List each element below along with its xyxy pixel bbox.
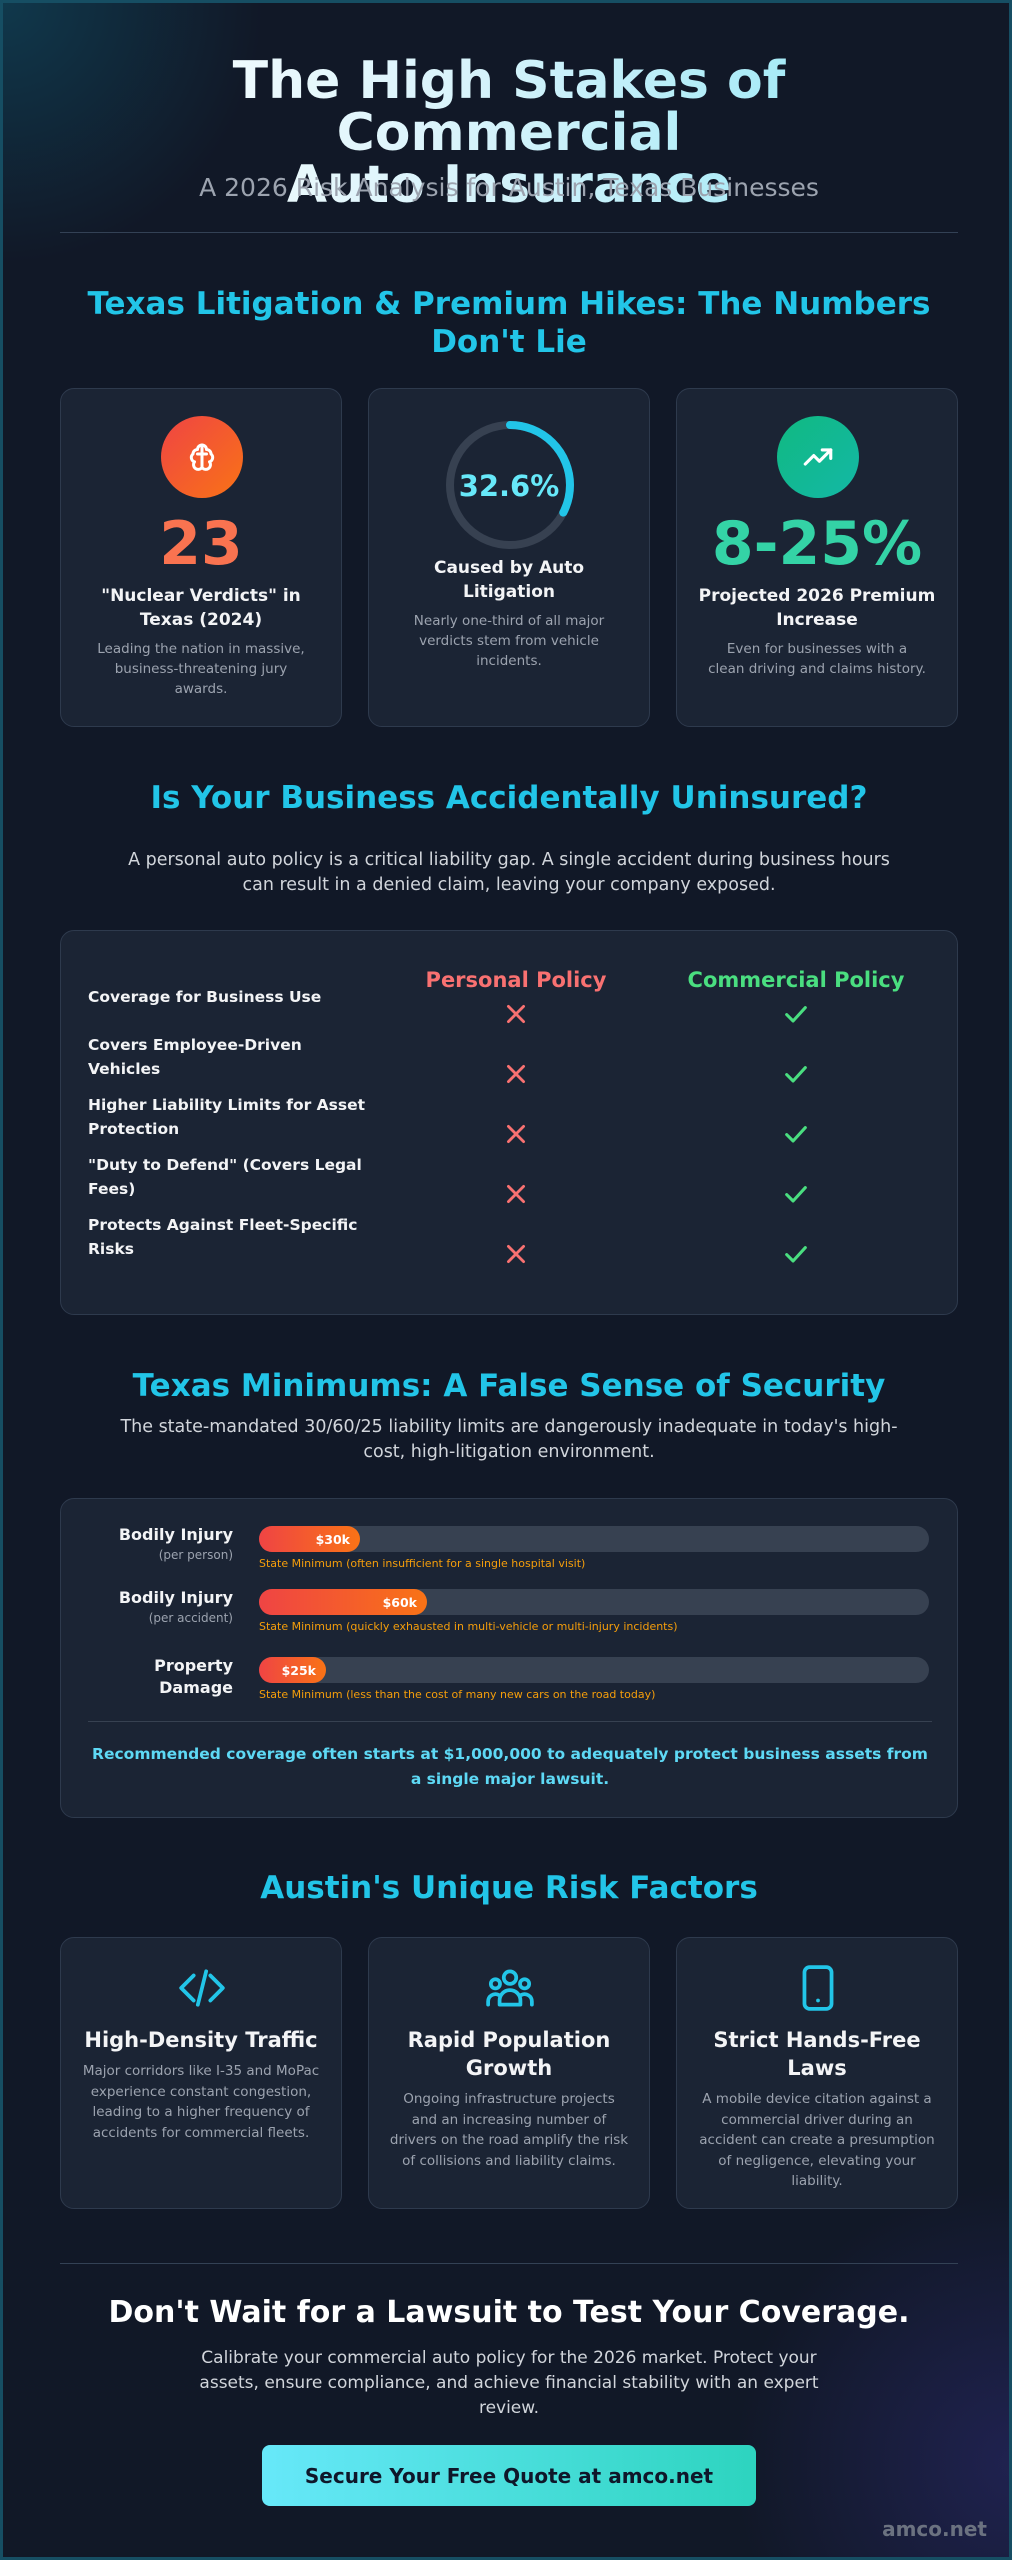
bar-label-text: Property Damage [154,1656,233,1697]
bar-fill [259,1589,427,1615]
bar-label [61,1655,233,1699]
people-group-icon [485,1963,535,2013]
bar-track [259,1526,929,1552]
risk-card-hands-free [676,1937,958,2209]
check-icon [776,1234,816,1274]
bar-fill [259,1526,360,1552]
risk-title: Strict Hands-Free Laws [713,2028,921,2080]
uninsured-section-title: Is Your Business Accidentally Uninsured? [150,780,868,816]
comparison-row-label: Higher Liability Limits for Asset Protection [88,1096,366,1138]
recommendation-text: Recommended coverage often starts at $1,000,000 to adequately protect business assets from a single major lawsuit. [92,1745,928,1788]
stat-description: Nearly one-third of all major verdicts stem from vehicle incidents. [413,613,605,669]
uninsured-section-lede: A personal auto policy is a critical liability gap. A single accident during business hours can result in a denied claim, leaving your company exposed. [128,850,890,895]
bar-fill [259,1657,326,1683]
policy-comparison-table [60,930,958,1315]
trending-up-icon [777,416,859,498]
stat-value: 23 [159,509,243,579]
risk-section-title: Austin's Unique Risk Factors [260,1870,758,1906]
brand-watermark: amco.net [882,2517,987,2541]
stat-description: Even for businesses with a clean driving and claims history. [708,641,926,677]
x-icon [496,1234,536,1274]
bar-value: $25k [281,1662,316,1678]
x-icon [496,1114,536,1154]
risk-title: Rapid Population Growth [407,2028,611,2080]
comparison-row-label: "Duty to Defend" (Covers Legal Fees) [88,1156,362,1198]
mobile-device-icon [793,1963,843,2013]
risk-description: Major corridors like I-35 and MoPac experience constant congestion, leading to a higher frequency of accidents for commercial fleets. [82,2063,320,2141]
stat-value: 32.6% [458,469,560,503]
code-icon [177,1963,227,2013]
stat-label: "Nuclear Verdicts" in Texas (2024) [101,586,301,630]
risk-description: Ongoing infrastructure projects and an increasing number of drivers on the road amplify the risk of collisions and liability claims. [389,2091,629,2169]
risk-description: A mobile device citation against a commercial driver during an accident can create a presumption of negligence, elevating your liability. [699,2091,935,2189]
bar-track [259,1589,929,1615]
comparison-row-label: Protects Against Fleet-Specific Risks [88,1216,358,1258]
bar-note: State Minimum (often insufficient for a single hospital visit) [259,1557,586,1570]
stat-label: Caused by Auto Litigation [433,558,585,602]
stat-card-premium-increase [676,388,958,727]
cta-title: Don't Wait for a Lawsuit to Test Your Coverage. [108,2295,910,2330]
column-header-personal: Personal Policy [425,968,607,992]
bar-label [61,1587,233,1627]
panel-divider [88,1721,932,1722]
check-icon [776,1054,816,1094]
comparison-row-label: Coverage for Business Use [88,988,322,1006]
stat-label: Projected 2026 Premium Increase [698,586,936,630]
bar-note: State Minimum (less than the cost of many new cars on the road today) [259,1688,656,1701]
stat-card-auto-litigation [368,388,650,727]
minimums-section-title: Texas Minimums: A False Sense of Security [132,1368,886,1404]
bar-label [61,1524,233,1564]
bar-note: State Minimum (quickly exhausted in multi-vehicle or multi-injury incidents) [259,1620,678,1633]
bar-sublabel: (per accident) [148,1611,233,1625]
page-title-line-1: The High Stakes of Commercial [232,51,786,163]
x-icon [496,994,536,1034]
stats-section-title: Texas Litigation & Premium Hikes: The Numbers Don't Lie [87,286,931,360]
bar-value: $60k [382,1594,417,1610]
bar-track [259,1657,929,1683]
stat-description: Leading the nation in massive, business-threatening jury awards. [97,641,305,697]
check-icon [776,994,816,1034]
page-title-line-2: Auto Insurance [286,155,732,215]
header-divider [60,232,958,233]
bar-sublabel: (per person) [158,1548,233,1562]
check-icon [776,1174,816,1214]
stat-value: 8-25% [711,509,923,579]
stat-card-nuclear-verdicts [60,388,342,727]
x-icon [496,1174,536,1214]
bar-label-text: Bodily Injury [118,1588,233,1607]
risk-title: High-Density Traffic [84,2028,318,2052]
get-quote-button[interactable]: Secure Your Free Quote at amco.net [262,2445,756,2506]
page-subtitle: A 2026 Risk Analysis for Austin, Texas Businesses [199,173,819,202]
gavel-icon [161,416,243,498]
comparison-row-label: Covers Employee-Driven Vehicles [88,1036,302,1078]
bar-label-text: Bodily Injury [118,1525,233,1544]
bar-value: $30k [315,1531,350,1547]
state-minimums-panel [60,1498,958,1818]
risk-card-traffic [60,1937,342,2209]
minimums-section-lede: The state-mandated 30/60/25 liability limits are dangerously inadequate in today's high-cost, high-litigation environment. [120,1417,898,1462]
check-icon [776,1114,816,1154]
x-icon [496,1054,536,1094]
risk-card-population [368,1937,650,2209]
cta-text: Calibrate your commercial auto policy for the 2026 market. Protect your assets, ensure compliance, and achieve financial stability with an expert review. [199,2348,819,2418]
column-header-commercial: Commercial Policy [687,968,905,992]
cta-divider [60,2263,958,2264]
